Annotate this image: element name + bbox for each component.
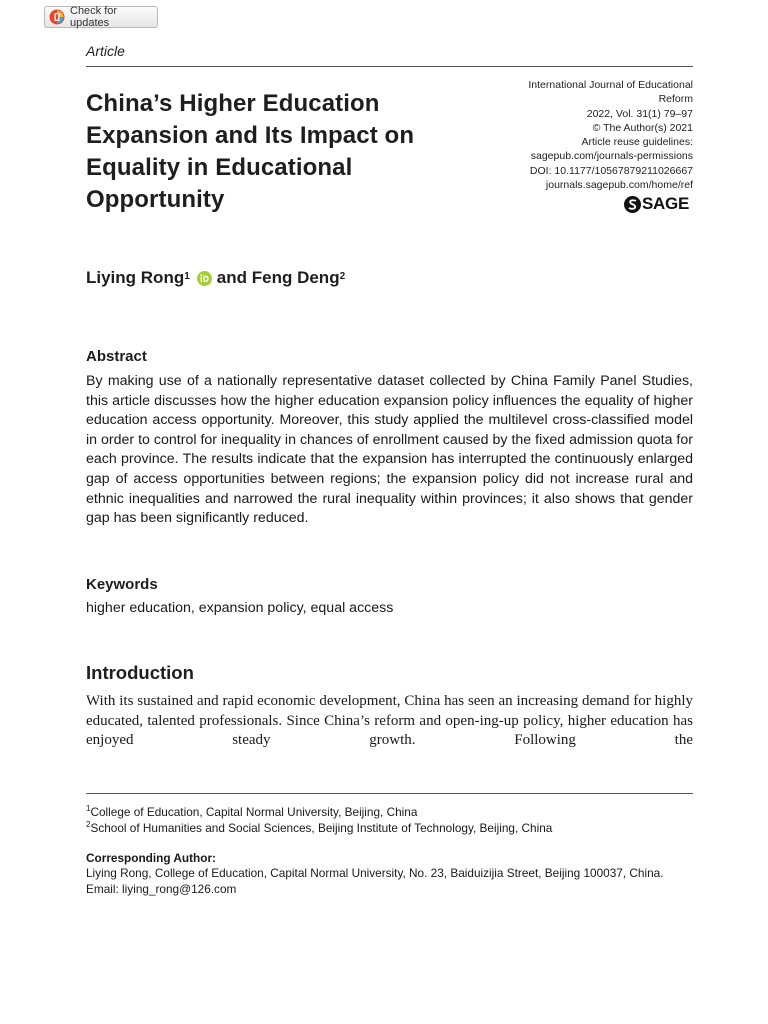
article-type-label: Article [86, 43, 125, 59]
corresponding-email[interactable]: Email: liying_rong@126.com [86, 881, 237, 896]
abstract-heading: Abstract [86, 348, 147, 365]
corresponding-author-label: Corresponding Author: [86, 851, 216, 865]
footnote-marker: 1 [86, 804, 91, 813]
reuse-guidelines-label: Article reuse guidelines: [581, 136, 693, 149]
corresponding-author-details [86, 866, 693, 898]
abstract-text: By making use of a nationally representative dataset collected by China Family Panel Studies, this article discusses how the higher education expansion policy influences the equality of higher education access opportunity. Moreover, this study applied the multilevel cross-classified model in order to control for inequality in chances of enrollment caused by the fixed admission quota for each province. The results indicate that the expansion has interrupted the continuously enlarged gap of access opportunities between regions; the expansion policy did not increase rural and ethnic inequalities and narrowed the rural inequality within provinces; it also shows that gender gap has been significantly reduced. [86, 373, 693, 527]
affiliation-footnote [86, 820, 552, 835]
footnote-text: School of Humanities and Social Sciences, Beijing Institute of Technology, Beijing, China [90, 820, 553, 835]
journal-info [500, 78, 693, 192]
reuse-guidelines-link[interactable]: sagepub.com/journals-permissions [530, 150, 693, 163]
footnote-divider [86, 793, 693, 794]
affiliation-marker: 2 [339, 270, 346, 282]
check-for-updates-label: Check for updates [70, 5, 118, 29]
introduction-text: With its sustained and rapid economic development, China has seen an increasing demand for highly educated, talented professionals. Since China’s reform and open-ing-up policy, higher education has enjoyed steady growth. Following the [86, 693, 693, 748]
journal-homepage-link[interactable]: journals.sagepub.com/home/ref [545, 179, 693, 192]
author-line [86, 268, 345, 288]
doi-link[interactable]: DOI: 10.1177/10567879211026667 [529, 164, 693, 177]
check-for-updates-button[interactable] [44, 6, 158, 28]
article-title: China’s Higher Education Expansion and Its Impact on Equality in Educational Opportunity [86, 90, 415, 213]
sage-logo-icon [624, 196, 641, 213]
author-name[interactable]: Feng Deng [251, 268, 340, 287]
orcid-icon[interactable] [197, 271, 212, 286]
footnote-marker: 2 [86, 820, 91, 829]
keywords-list: higher education, expansion policy, equal access [86, 600, 394, 616]
journal-volume: 2022, Vol. 31(1) 79–97 [586, 107, 693, 120]
journal-name: International Journal of Educational Reform [528, 79, 693, 106]
sage-logo-text: SAGE [642, 194, 689, 213]
journal-copyright: © The Author(s) 2021 [592, 121, 693, 134]
keywords-heading: Keywords [86, 576, 158, 593]
introduction-heading: Introduction [86, 662, 194, 683]
author-name[interactable]: Liying Rong [86, 268, 185, 287]
affiliation-marker: 1 [184, 270, 190, 282]
corresponding-address: Liying Rong, College of Education, Capital Normal University, No. 23, Baiduizijia Street, Beijing 100037, China. [86, 866, 664, 880]
sage-logo [624, 194, 689, 214]
crossmark-icon [49, 9, 65, 25]
footnote-text: College of Education, Capital Normal University, Beijing, China [90, 804, 418, 819]
author-connector: and [216, 268, 248, 287]
header-divider [86, 66, 693, 67]
affiliation-footnote [86, 804, 417, 819]
